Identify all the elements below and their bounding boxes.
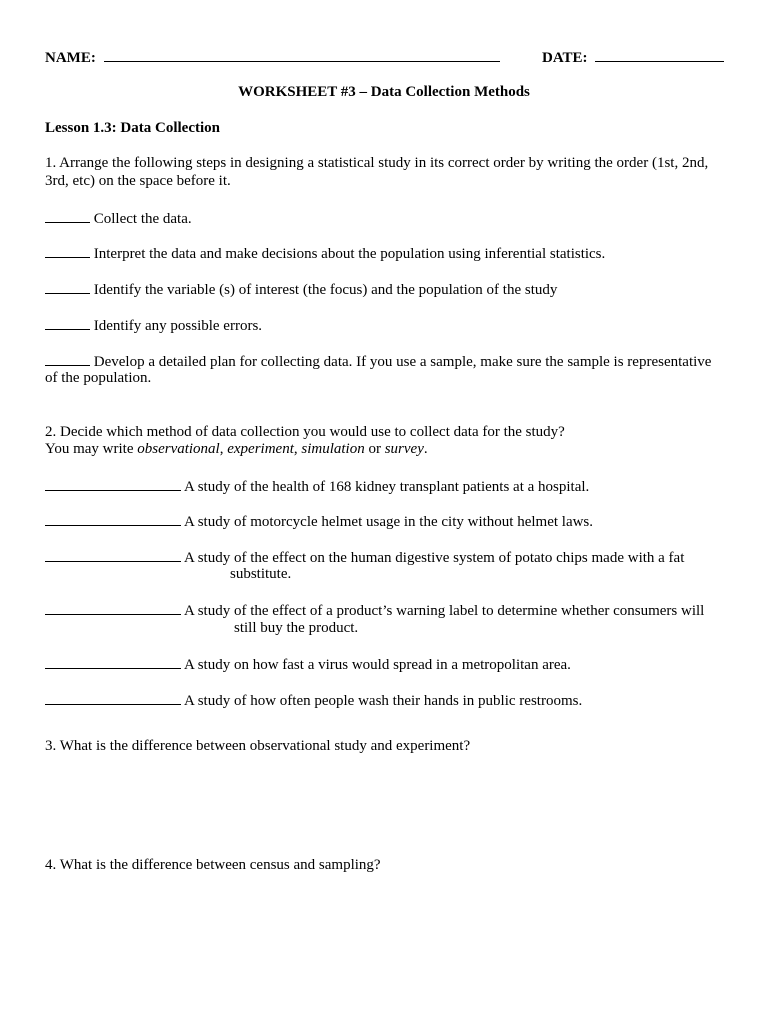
answer-blank[interactable] xyxy=(45,547,181,562)
worksheet-title: WORKSHEET #3 – Data Collection Methods xyxy=(238,84,530,100)
answer-blank[interactable] xyxy=(45,476,181,491)
q1-item xyxy=(45,315,262,335)
lesson-heading: Lesson 1.3: Data Collection xyxy=(45,120,220,136)
separator: , xyxy=(293,441,302,457)
q1-item-text: Identify the variable (s) of interest (the focus) and the population of the study xyxy=(93,282,558,298)
q2-item xyxy=(45,476,589,496)
answer-blank[interactable] xyxy=(45,654,181,669)
q2-item-text: A study on how fast a virus would spread in a metropolitan area. xyxy=(183,657,571,673)
answer-blank[interactable] xyxy=(45,351,90,366)
answer-blank[interactable] xyxy=(45,690,181,705)
q2-item-text: A study of the effect of a product’s warning label to determine whether consumers will xyxy=(183,603,705,619)
q4-prompt: 4. What is the difference between census and sampling? xyxy=(45,857,381,873)
q2-item-text: A study of motorcycle helmet usage in the city without helmet laws. xyxy=(183,514,594,530)
q1-item-text: Identify any possible errors. xyxy=(93,318,263,334)
q2-item xyxy=(45,547,684,567)
answer-blank[interactable] xyxy=(45,279,90,294)
q1-item-continuation: of the population. xyxy=(45,370,152,386)
q2-prompt-line2 xyxy=(45,440,428,458)
separator: , xyxy=(219,441,228,457)
option-simulation: simulation xyxy=(301,441,365,457)
separator: or xyxy=(364,441,385,457)
option-observational: observational xyxy=(137,441,220,457)
q1-item xyxy=(45,208,192,228)
q1-prompt-line1: 1. Arrange the following steps in designing a statistical study in its correct order by writing the order (1st, 2nd, xyxy=(45,155,709,171)
q2-item xyxy=(45,511,593,531)
q2-item-text: A study of the health of 168 kidney transplant patients at a hospital. xyxy=(183,479,590,495)
answer-blank[interactable] xyxy=(45,600,181,615)
period: . xyxy=(423,441,428,457)
name-field-row xyxy=(45,47,500,67)
q2-item-text: A study of how often people wash their hands in public restrooms. xyxy=(183,693,583,709)
q1-item-text: Interpret the data and make decisions about the population using inferential statistics. xyxy=(93,246,606,262)
q4-answer-area[interactable] xyxy=(45,880,723,980)
date-field-row xyxy=(542,47,724,67)
q1-item xyxy=(45,243,605,263)
q1-item xyxy=(45,351,711,371)
option-experiment: experiment xyxy=(227,441,294,457)
q2-prompt-line1: 2. Decide which method of data collection you would use to collect data for the study? xyxy=(45,424,565,440)
q1-item-text: Collect the data. xyxy=(93,211,192,227)
answer-blank[interactable] xyxy=(45,243,90,258)
date-blank[interactable] xyxy=(595,47,724,62)
q1-prompt-line2: 3rd, etc) on the space before it. xyxy=(45,173,231,189)
q2-item-text: A study of the effect on the human digestive system of potato chips made with a fat xyxy=(183,550,685,566)
date-label: DATE: xyxy=(542,50,588,66)
option-survey: survey xyxy=(384,441,424,457)
q1-item-text: Develop a detailed plan for collecting data. If you use a sample, make sure the sample is representative xyxy=(93,354,712,370)
q3-answer-area[interactable] xyxy=(45,760,723,840)
q2-prompt-text: You may write xyxy=(45,441,138,457)
q2-item xyxy=(45,600,704,620)
q2-item-continuation: substitute. xyxy=(230,566,292,582)
q3-prompt: 3. What is the difference between observational study and experiment? xyxy=(45,738,471,754)
q2-item xyxy=(45,654,571,674)
q1-item xyxy=(45,279,557,299)
answer-blank[interactable] xyxy=(45,511,181,526)
name-label: NAME: xyxy=(45,50,96,66)
q2-item-continuation: still buy the product. xyxy=(234,620,359,636)
answer-blank[interactable] xyxy=(45,208,90,223)
name-blank[interactable] xyxy=(104,47,500,62)
q2-item xyxy=(45,690,582,710)
answer-blank[interactable] xyxy=(45,315,90,330)
